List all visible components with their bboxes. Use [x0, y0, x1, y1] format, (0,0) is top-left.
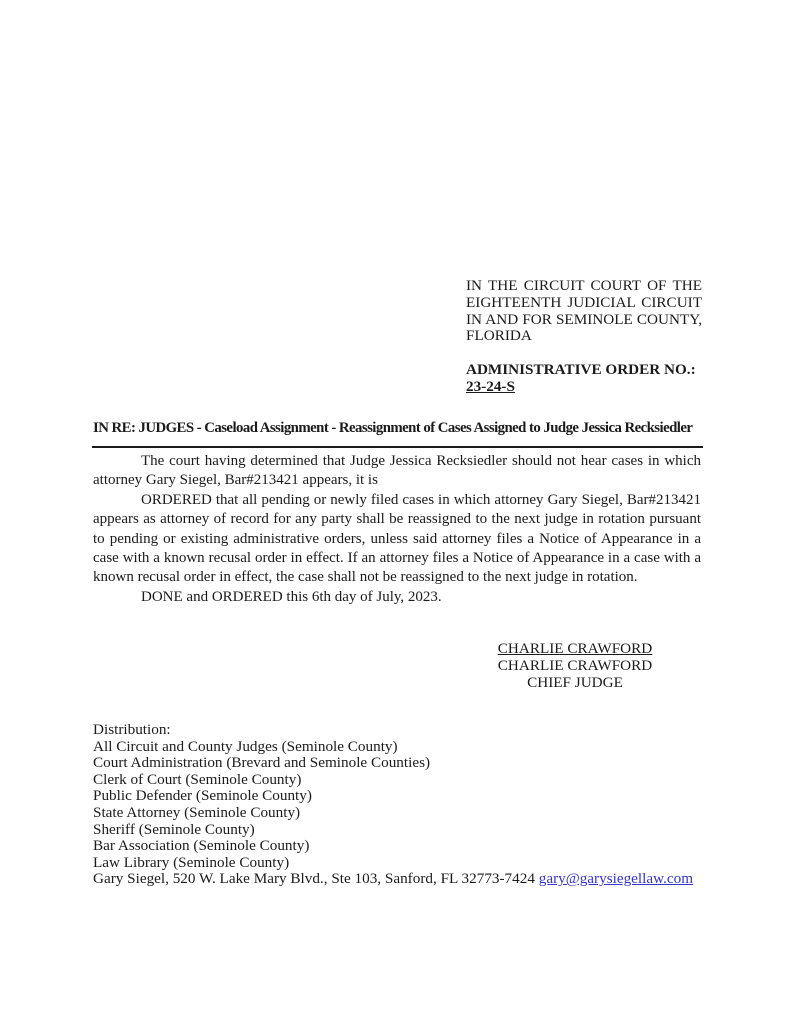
distribution-heading: Distribution: [93, 721, 171, 738]
signature-title: CHIEF JUDGE [527, 674, 623, 691]
distribution-item: Clerk of Court (Seminole County) [93, 770, 302, 788]
court-caption-line: IN THE CIRCUIT COURT OF THE [466, 277, 702, 294]
distribution-contact-line [93, 871, 703, 888]
paragraph-done-ordered: DONE and ORDERED this 6th day of July, 2023. [141, 588, 442, 605]
distribution-item: Court Administration (Brevard and Seminole Counties) [93, 754, 431, 772]
title-divider [92, 446, 703, 448]
court-caption-line: FLORIDA [466, 327, 532, 345]
court-caption-line: IN AND FOR SEMINOLE COUNTY, [466, 310, 702, 328]
distribution-item: State Attorney (Seminole County) [93, 803, 301, 821]
distribution-item: Public Defender (Seminole County) [93, 787, 312, 805]
distribution-item: Law Library (Seminole County) [93, 853, 290, 871]
admin-order-label: ADMINISTRATIVE ORDER NO.: [466, 360, 696, 378]
distribution-list [93, 722, 703, 888]
paragraph-ordered: ORDERED that all pending or newly filed cases in which attorney Gary Siegel, Bar#213421 appears as attorney of record for any party shall be reassigned to the next judge in rotation pursuant to pending or existing administrative orders, unless said attorney files a Notice of Appearance in a case with a known recusal order in effect. If an attorney files a Notice of Appearance in a case with a known recusal order in effect, the case shall not be reassigned to the next judge in rotation. [93, 491, 701, 586]
signature-printed-name: CHARLIE CRAWFORD [497, 657, 653, 674]
court-caption-line: EIGHTEENTH JUDICIAL CIRCUIT [466, 293, 702, 311]
order-body [93, 452, 701, 607]
distribution-item: Bar Association (Seminole County) [93, 837, 310, 855]
distribution-item: Sheriff (Seminole County) [93, 820, 255, 838]
signature-block [424, 640, 726, 691]
page-title: IN RE: JUDGES - Caseload Assignment - Reassignment of Cases Assigned to Judge Jessica Recksiedler [93, 420, 693, 436]
distribution-contact-text: Gary Siegel, 520 W. Lake Mary Blvd., Ste 103, Sanford, FL 32773-7424 [93, 870, 539, 888]
court-caption-block [466, 278, 702, 396]
email-link[interactable]: gary@garysiegellaw.com [538, 870, 694, 888]
distribution-item: All Circuit and County Judges (Seminole County) [93, 737, 398, 755]
admin-order-number: 23-24-S [466, 377, 515, 395]
signature-signed-name: CHARLIE CRAWFORD [497, 640, 653, 657]
paragraph-recital: The court having determined that Judge Jessica Recksiedler should not hear cases in which attorney Gary Siegel, Bar#213421 appears, it is [93, 453, 701, 489]
